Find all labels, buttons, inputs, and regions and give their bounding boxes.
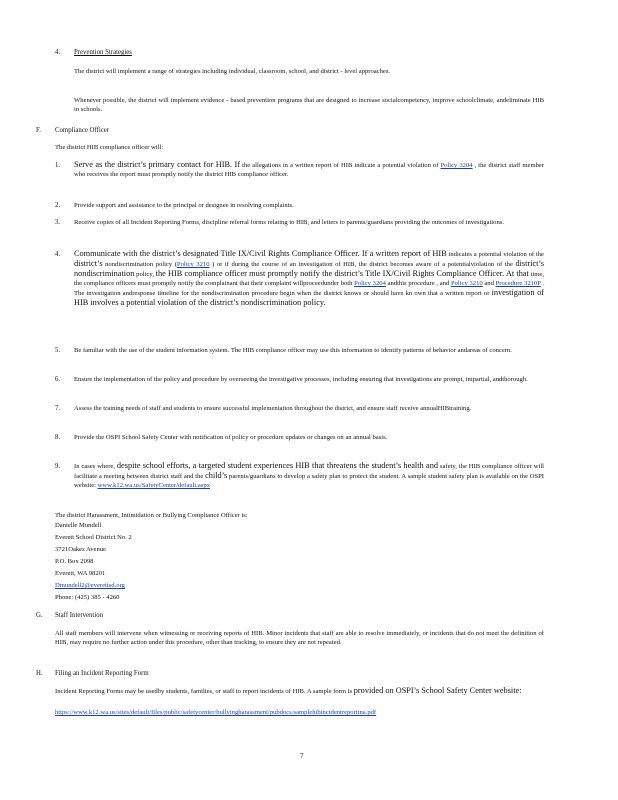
item-number: 4. [55,49,61,56]
section-heading: Filing an Incident Reporting Form [55,670,149,677]
list-item: Serve as the district’s primary contact for HIB. If the allegations in a written report of HIB indicate a potential violation of Policy 3204 , the district staff member who receives the report must promptly notify the district HIB compliance officer. [74,160,545,178]
policy-3210-link[interactable]: Policy 3210 [176,261,210,268]
paragraph: Incident Reporting Forms may be usedby students, families, or staff to report incidents of HIB. A sample form is provided on OSPI’s School Safety Center website: [55,686,522,695]
paragraph: Whenever possible, the district will implement evidence - based prevention programs that are designed to increase socialcompetency, improve schoolclimate, andeliminate HIB in schools. [74,97,544,113]
list-item: Ensure the implementation of the policy and procedure by overseeing the investigative processes, including ensuring that investigations are prompt, impartial, andthorough. [74,376,528,383]
list-item: Receive copies of all Incident Reporting Forms, discipline referral forms relating to HIB, and letters to parents/guardians providing the outcomes of investigations. [74,219,504,226]
contact-street: 3721Oakes Avenue [55,546,106,553]
section-intro: The district HIB compliance officer will: [55,144,164,151]
item-number: 6. [55,376,61,383]
list-item: Provide the OSPI School Safety Center with notification of policy or procedure updates or changes on an annual basis. [74,434,388,441]
policy-3204-link[interactable]: Policy 3204 [440,162,473,169]
section-heading: Staff Intervention [55,612,104,619]
section-letter: F. [36,127,41,134]
section-letter: G. [36,612,43,619]
list-item: Assess the training needs of staff and students to ensure successful implementation throughout the district, and ensure staff receive annualHIBtraining. [74,405,472,412]
contact-email-link[interactable]: Dmundell2@everettsd.org [55,582,125,589]
section-letter: H. [36,670,43,677]
item-number: 5. [55,347,61,354]
procedure-3210p-link[interactable]: Procedure 3210P [495,280,541,287]
contact-po-box: P.O. Box 2098 [55,558,94,565]
list-item: Provide support and assistance to the principal or designee in resolving complaints. [74,202,294,209]
emphasis-text: provided on OSPI’s School Safety Center website: [353,686,522,695]
ospi-safety-center-link[interactable]: www.k12.wa.us/SafetyCenter/default.aspx [97,482,210,489]
contact-heading: The district Harassment, Intimidation or Bullying Compliance Officer is: [55,512,248,519]
item-number: 4. [55,251,61,258]
item-number: 3. [55,219,61,226]
page-number: 7 [300,752,304,760]
item-number: 2. [55,202,61,209]
prevention-strategies-heading: Prevention Strategies [74,49,132,56]
contact-phone: Phone: (425) 385 - 4260 [55,594,120,601]
contact-organization: Everett School District No. 2 [55,534,132,541]
list-item: In cases where, despite school efforts, a targeted student experiences HIB that threatens the student’s health and safety, the HIB compliance officer will facilitate a meeting between district staff and the child’s parents/guardians to develop a safety plan to protect the student. A sample student safety plan is available on the OSPI website: www.k12.wa.us/SafetyCenter/default.aspx [74,461,544,489]
item-number: 9. [55,463,61,470]
list-item: Communicate with the district’s designated Title IX/Civil Rights Compliance Officer. If a written report of HIB indicates a potential violation of the district’s nondiscrimination policy (Policy 3210 ) or if during the course of an investigation of HIB, the district becomes aware of a potentialviolation of the district’s nondiscrimination policy, the HIB compliance officer must promptly notify the district’s Title IX/Civil Rights Compliance Officer. At that time, the compliance officers must promptly notify the complainant that their complaint willproceedunder both Policy 3204 andthis procedure , and Policy 3210 and Procedure 3210P . The investigation andresponse timeline for the nondiscrimination procedure begin when the district knows or should have kn own that a written report or investigation of HIB involves a potential violation of the district’s nondiscrimination policy. [74,249,545,307]
paragraph: All staff members will intervene when witnessing or receiving reports of HIB. Minor incidents that staff are able to resolve immediately, or incidents that do not meet the definition of HIB, may require no further action under this procedure, other than tracking, to ensure they are not repeated. [55,630,544,646]
sample-form-link[interactable]: https://www.k12.wa.us/sites/default/files/public/safetycenter/bullyingharassment/pubdocs/samplehibincidentreportina.pdf [55,709,377,716]
policy-3204-link[interactable]: Policy 3204 [354,280,386,287]
item-number: 8. [55,434,61,441]
item-number: 1. [55,162,61,169]
emphasis-text: despite school efforts, a targeted student experiences HIB that threatens the student’s health and [116,461,439,470]
emphasis-text: Communicate with the district’s designated Title IX/Civil Rights Compliance Officer. If a written report of HIB [74,249,447,258]
section-heading: Compliance Officer [55,127,110,134]
emphasis-text: Serve as the district’s primary contact for HIB. If [74,160,241,169]
list-item: Be familiar with the use of the student information system. The HIB compliance officer may use this information to identify patterns of behavior andareas of concern. [74,347,512,354]
paragraph: The district will implement a range of strategies including individual, classroom, school, and district - level approaches. [74,68,391,75]
policy-3210-link[interactable]: Policy 3210 [450,280,483,287]
contact-name: Danielle Mundell [55,522,102,529]
item-number: 7. [55,405,61,412]
contact-city: Everett, WA 98201 [55,570,106,577]
